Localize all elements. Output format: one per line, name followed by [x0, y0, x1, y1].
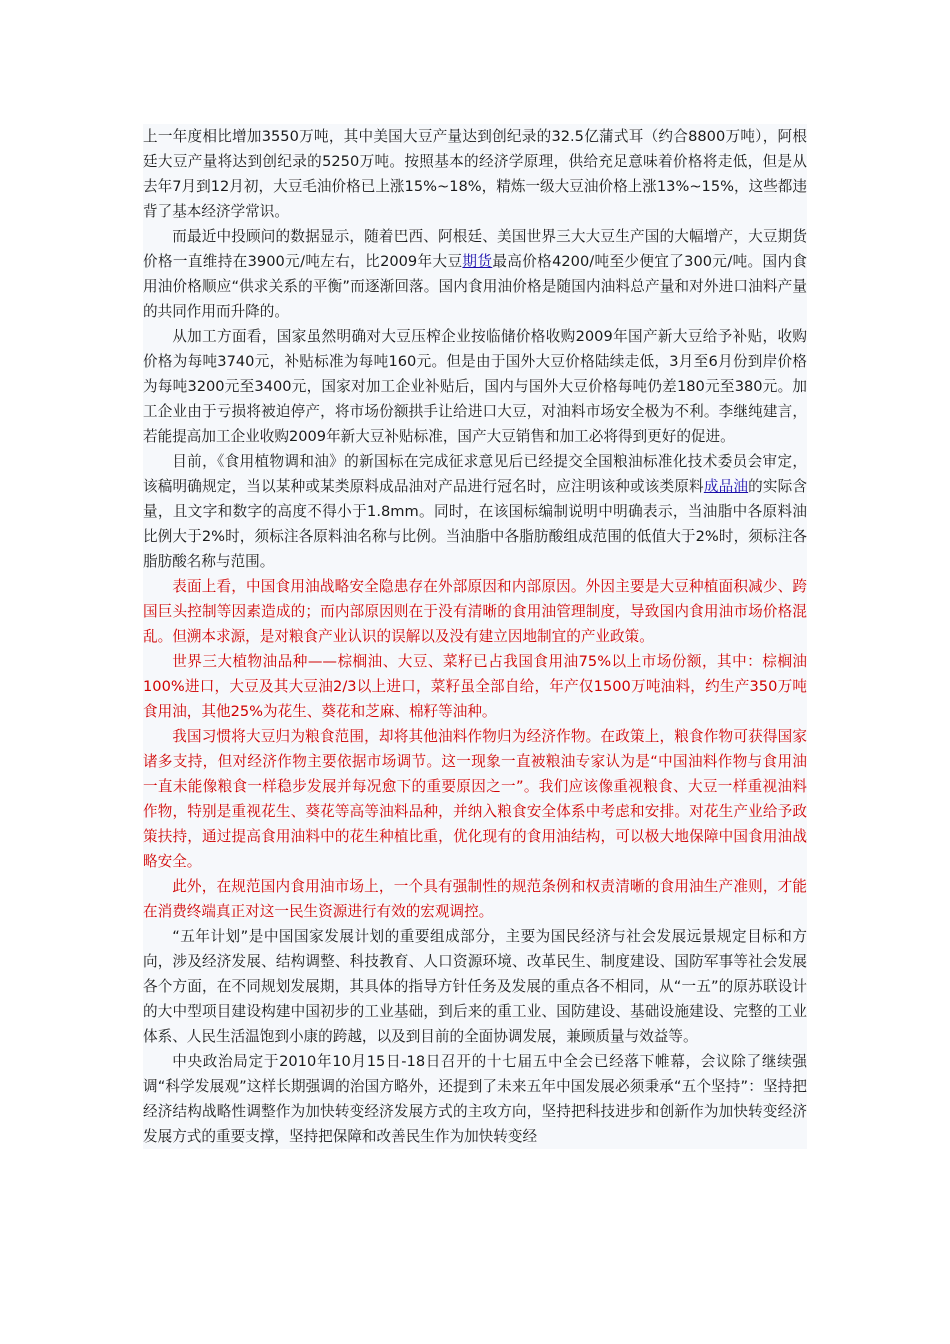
futures-link[interactable]: 期货	[462, 253, 493, 270]
paragraph-0	[143, 124, 807, 224]
paragraph-9	[143, 1049, 807, 1149]
paragraph-1	[143, 224, 807, 324]
paragraph-9-text: 中央政治局定于2010年10月15日-18日召开的十七届五中全会已经落下帷幕，会议除了继续强调“科学发展观”这样长期强调的治国方略外，还提到了未来五年中国发展必须秉承“五个坚持”：坚持把经济结构战略性调整作为加快转变经济发展方式的主攻方向，坚持把科技进步和创新作为加快转变经济发展方式的重要支撑，坚持把保障和改善民生作为加快转变经	[143, 1053, 807, 1145]
paragraph-3-text-a: 目前，《食用植物调和油》的新国标在完成征求意见后已经提交全国粮油标准化技术委员会审定，该稿明确规定，当以某种或某类原料成品油对产品进行冠名时，应注明该种或该类原料	[143, 453, 807, 495]
paragraph-8	[143, 924, 807, 1049]
paragraph-6	[143, 724, 807, 874]
paragraph-4-text: 表面上看，中国食用油战略安全隐患存在外部原因和内部原因。外因主要是大豆种植面积减少、跨国巨头控制等因素造成的；而内部原因则在于没有清晰的食用油管理制度，导致国内食用油市场价格混乱。但溯本求源，是对粮食产业认识的误解以及没有建立因地制宜的产业政策。	[143, 578, 807, 645]
refined-oil-link[interactable]: 成品油	[703, 478, 749, 495]
paragraph-3	[143, 449, 807, 574]
paragraph-5	[143, 649, 807, 724]
paragraph-7	[143, 874, 807, 924]
document-page	[143, 124, 807, 1149]
paragraph-7-text: 此外，在规范国内食用油市场上，一个具有强制性的规范条例和权责清晰的食用油生产准则，才能在消费终端真正对这一民生资源进行有效的宏观调控。	[143, 878, 807, 920]
paragraph-6-text: 我国习惯将大豆归为粮食范围，却将其他油料作物归为经济作物。在政策上，粮食作物可获得国家诸多支持，但对经济作物主要依据市场调节。这一现象一直被粮油专家认为是“中国油料作物与食用油一直未能像粮食一样稳步发展并每况愈下的重要原因之一”。我们应该像重视粮食、大豆一样重视油料作物，特别是重视花生、葵花等高等油料品种，并纳入粮食安全体系中考虑和安排。对花生产业给予政策扶持，通过提高食用油料中的花生种植比重，优化现有的食用油结构，可以极大地保障中国食用油战略安全。	[143, 728, 807, 870]
paragraph-2	[143, 324, 807, 449]
paragraph-5-text: 世界三大植物油品种——棕榈油、大豆、菜籽已占我国食用油75%以上市场份额，其中：棕榈油100%进口，大豆及其大豆油2/3以上进口，菜籽虽全部自给，年产仅1500万吨油料，约生产350万吨食用油，其他25%为花生、葵花和芝麻、棉籽等油种。	[143, 653, 807, 720]
paragraph-0-text: 上一年度相比增加3550万吨，其中美国大豆产量达到创纪录的32.5亿蒲式耳（约合8800万吨），阿根廷大豆产量将达到创纪录的5250万吨。按照基本的经济学原理，供给充足意味着价格将走低，但是从去年7月到12月初，大豆毛油价格已上涨15%~18%，精炼一级大豆油价格上涨13%~15%，这些都违背了基本经济学常识。	[143, 128, 807, 220]
paragraph-3-text-b: 的实际含量，且文字和数字的高度不得小于1.8mm。同时，在该国标编制说明中明确表示，当油脂中各原料油比例大于2%时，须标注各原料油名称与比例。当油脂中各脂肪酸组成范围的低值大于2%时，须标注各脂肪酸名称与范围。	[143, 478, 807, 570]
paragraph-2-text: 从加工方面看，国家虽然明确对大豆压榨企业按临储价格收购2009年国产新大豆给予补贴，收购价格为每吨3740元，补贴标准为每吨160元。但是由于国外大豆价格陆续走低，3月至6月份到岸价格为每吨3200元至3400元，国家对加工企业补贴后，国内与国外大豆价格每吨仍差180元至380元。加工企业由于亏损将被迫停产，将市场份额拱手让给进口大豆，对油料市场安全极为不利。李继纯建言，若能提高加工企业收购2009年新大豆补贴标准，国产大豆销售和加工必将得到更好的促进。	[143, 328, 807, 445]
paragraph-1-text-a: 而最近中投顾问的数据显示，随着巴西、阿根廷、美国世界三大大豆生产国的大幅增产，大豆期货价格一直维持在3900元/吨左右，比2009年大豆	[143, 228, 807, 270]
paragraph-4	[143, 574, 807, 649]
paragraph-8-text: “五年计划”是中国国家发展计划的重要组成部分，主要为国民经济与社会发展远景规定目标和方向，涉及经济发展、结构调整、科技教育、人口资源环境、改革民生、制度建设、国防军事等社会发展各个方面，在不同规划发展期，其具体的指导方针任务及发展的重点各不相同，从“一五”的原苏联设计的大中型项目建设构建中国初步的工业基础，到后来的重工业、国防建设、基础设施建设、完整的工业体系、人民生活温饱到小康的跨越，以及到目前的全面协调发展，兼顾质量与效益等。	[143, 928, 807, 1045]
paragraph-1-text-b: 最高价格4200/吨至少便宜了300元/吨。国内食用油价格顺应“供求关系的平衡”而逐渐回落。国内食用油价格是随国内油料总产量和对外进口油料产量的共同作用而升降的。	[143, 253, 807, 320]
